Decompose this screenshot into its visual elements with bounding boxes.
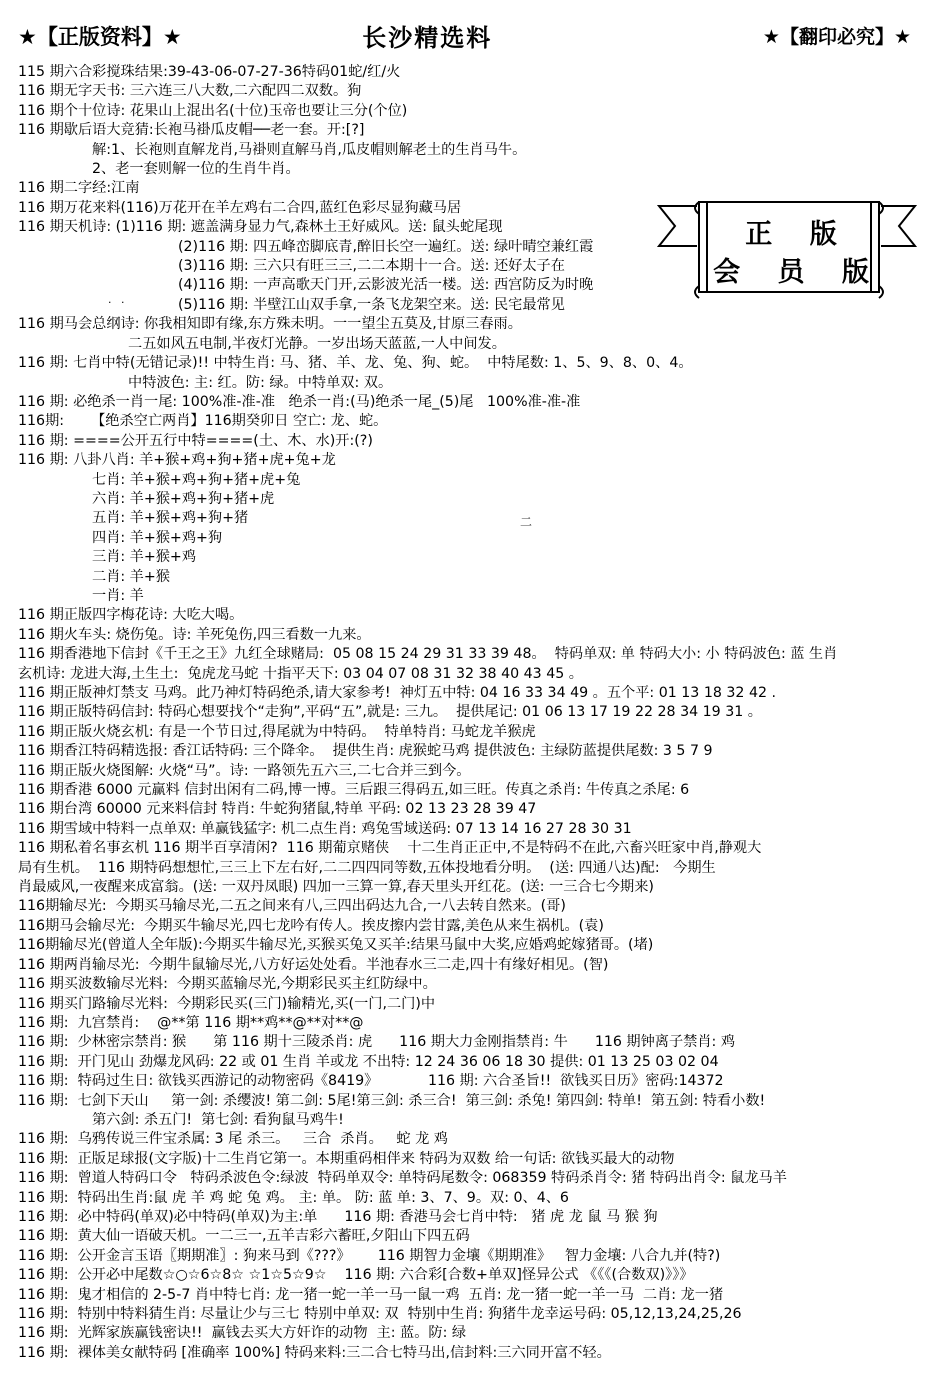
content-line: 116 期香港 6000 元赢料 信封出闲有二码,博一博。三后跟三得码五,如三旺。传真之杀肖: 牛传真之杀尾: 6 bbox=[18, 782, 690, 799]
content-line: (3)116 期: 三六只有旺三三,二二本期十一合。送: 还好太子在 bbox=[178, 258, 565, 275]
document-body bbox=[18, 63, 929, 1363]
page-title: 长沙精选料 bbox=[362, 24, 493, 52]
content-line: 解:1、长袍则直解龙肖,马褂则直解马肖,瓜皮帽则解老土的生肖马牛。 bbox=[92, 141, 527, 158]
content-line: 116 期正版特码信封: 特码心想要找个“走狗”,平码“五”,就是: 三九。 提供尾记: 01 06 13 17 19 22 28 34 19 31 。 bbox=[18, 704, 762, 721]
content-line: 116 期买波数输尽光料: 今期买蓝输尽光,今期彩民买主红防绿中。 bbox=[18, 976, 437, 993]
content-line: 第六剑: 杀五门! 第七剑: 看狗鼠马鸡牛! bbox=[92, 1111, 344, 1128]
content-line: (5)116 期: 半壁江山双手拿,一条飞龙架空来。送: 民宅最常见 bbox=[178, 296, 565, 313]
content-line: 116期输尽光: 今期买马输尽光,二五之间来有八,三四出码达九合,一八去转自然来。(哥) bbox=[18, 898, 566, 915]
content-line: 116 期: 必中特码(单双)必中特码(单双)为主:单 116 期: 香港马会七肖中特: 猪 虎 龙 鼠 马 猴 狗 bbox=[18, 1208, 658, 1225]
content-line: 116 期: 特码出生肖:鼠 虎 羊 鸡 蛇 兔 鸡。 主: 单。 防: 蓝 单: 3、7、9。双: 0、4、6 bbox=[18, 1189, 569, 1206]
content-line: 116 期雪域中特料一点单双: 单赢钱猛字: 机二点生肖: 鸡兔雪域送码: 07 13 14 16 27 28 30 31 bbox=[18, 820, 632, 837]
content-line: 116 期无字天书: 三六连三八大数,二六配四二双数。狗 bbox=[18, 83, 362, 100]
content-line: 116 期: 裸体美女献特码 [准确率 100%] 特码来料:三二合七特马出,信封料:三六同开富不轻。 bbox=[18, 1344, 611, 1361]
content-line: 116 期私着名事玄机 116 期半百享清闲? 116 期葡京赌侠 十二生肖正正中,不是特码不在此,六畜兴旺家中肖,静观大 bbox=[18, 840, 762, 857]
content-line: 三肖: 羊+猴+鸡 bbox=[92, 549, 197, 566]
stamp-line-2: 会 员 版 bbox=[713, 257, 883, 288]
content-line: (4)116 期: 一声高歌天门开,云影波光活一楼。送: 西宫防反为时晚 bbox=[178, 277, 594, 294]
content-line: 116 期: ====公开五行中特====(土、木、水)开:(?) bbox=[18, 432, 373, 449]
content-line: 116 期: 光辉家族赢钱密诀!! 赢钱去买大方奸诈的动物 主: 蓝。防: 绿 bbox=[18, 1325, 467, 1342]
content-line: 116 期二字经:江南 bbox=[18, 180, 140, 197]
content-line: 116 期: 正版足球报(文字版)十二生肖它第一。本期重码相伴来 特码为双数 给一句话: 欲钱买最大的动物 bbox=[18, 1150, 675, 1167]
content-line: 玄机诗: 龙进大海,土生土: 兔虎龙马蛇 十指平天下: 03 04 07 08 31 32 38 40 43 45 。 bbox=[18, 665, 583, 682]
content-line: 115 期六合彩搅珠结果:39-43-06-07-27-36特码01蛇/红/火 bbox=[18, 64, 401, 80]
content-line: 116 期马会总纲诗: 你我相知即有缘,东方殊未明。一一望尘五莫及,甘原三春雨。 bbox=[18, 316, 522, 333]
content-line: 116 期: 曾道人特码口令 特码杀波色令:绿波 特码单双令: 单特码尾数令: 068359 特码杀肖令: 猪 特码出肖令: 鼠龙马羊 bbox=[18, 1170, 787, 1187]
page-header bbox=[18, 18, 929, 53]
content-line: 116 期: 公开金言玉语〖期期准〗: 狗来马到《???》 116 期智力金壤《期期准》 智力金壤: 八合九并(特?) bbox=[18, 1247, 721, 1264]
dot-marks: · · bbox=[108, 296, 128, 309]
content-line: 116 期: 特别中特料猜生肖: 尽量让少与三七 特别中单双: 双 特别中生肖: 狗猪牛龙幸运号码: 05,12,13,24,25,26 bbox=[18, 1306, 742, 1322]
content-line: 116 期: 必绝杀一肖一尾: 100%准-准-准 绝杀一肖:(马)绝杀一尾_(5)尾 100%准-准-准 bbox=[18, 393, 581, 410]
header-left-badge: ★【正版资料】★ bbox=[18, 24, 182, 49]
content-line: 116 期台湾 60000 元来料信封 特肖: 牛蛇狗猪鼠,特单 平码: 02 13 23 28 39 47 bbox=[18, 801, 537, 818]
content-line: 2、老一套则解一位的生肖牛肖。 bbox=[92, 161, 300, 178]
content-line: 局有生机。 116 期特码想想忙,三三上下左右好,二二四四同等数,五体投地看分明。 (送: 四通八达)配: 今期生 bbox=[18, 859, 716, 876]
content-line: 七肖: 羊+猴+鸡+狗+猪+虎+兔 bbox=[92, 471, 301, 488]
content-line: 116期: 【绝杀空亡两肖】116期癸卯日 空亡: 龙、蛇。 bbox=[18, 413, 388, 430]
content-line: 116 期天机诗: (1)116 期: 遮盖满身显力气,森林土王好威风。送: 鼠头蛇尾现 bbox=[18, 219, 503, 236]
content-line: 116 期: 八卦八肖: 羊+猴+鸡+狗+猪+虎+兔+龙 bbox=[18, 452, 336, 469]
content-line: 116 期: 七肖中特(无错记录)!! 中特生肖: 马、猪、羊、龙、兔、狗、蛇。 中特尾数: 1、5、9、8、0、4。 bbox=[18, 355, 693, 372]
content-line: 116 期正版神灯禁支 马鸡。此乃神灯特码绝杀,请大家参考! 神灯五中特: 04 16 33 34 49 。五个平: 01 13 18 32 42 . bbox=[18, 685, 777, 701]
content-line: 116 期正版火烧图解: 火烧“马”。诗: 一路领先五六三,二七合并三到今。 bbox=[18, 762, 471, 779]
content-line: 116 期: 七剑下天山 第一剑: 杀缨波! 第二剑: 5尾!第三剑: 杀三合! 第三剑: 杀兔! 第四剑: 特单! 第五剑: 特看小数! bbox=[18, 1092, 766, 1109]
content-line: (2)116 期: 四五峰峦脚底青,醉旧长空一遍红。送: 绿叶晴空兼红霞 bbox=[178, 238, 594, 255]
content-line: 116 期: 乌鸦传说三件宝杀属: 3 尾 杀三。 三合 杀肖。 蛇 龙 鸡 bbox=[18, 1131, 448, 1148]
content-line: 五肖: 羊+猴+鸡+狗+猪 bbox=[92, 510, 249, 527]
content-line: 116 期两肖输尽光: 今期牛鼠输尽光,八方好运处处看。半池春水三二走,四十有缘好相见。(智) bbox=[18, 956, 609, 973]
content-line: 二五如风五电制,半夜灯光静。一岁出场天蓝蓝,一人中间发。 bbox=[128, 335, 506, 352]
content-line: 116 期万花来料(116)万花开在羊左鸡右二合四,蓝红色彩尽显狗藏马居 bbox=[18, 199, 462, 216]
content-line: 116 期正版火烧玄机: 有是一个节日过,得尾就为中特码。 特单特肖: 马蛇龙羊猴虎 bbox=[18, 723, 536, 740]
content-line: 116 期: 特码过生日: 欲钱买西游记的动物密码《8419》 116 期: 六合圣旨!! 欲钱买日历》密码:14372 bbox=[18, 1073, 724, 1090]
content-line: 116 期火车头: 烧伤兔。诗: 羊死兔伤,四三看数一九来。 bbox=[18, 626, 371, 643]
content-line: 116 期个十位诗: 花果山上混出名(十位)玉帝也要让三分(个位) bbox=[18, 102, 408, 119]
content-line: 中特波色: 主: 红。防: 绿。中特单双: 双。 bbox=[128, 374, 393, 391]
content-line: 116期输尽光(曾道人全年版):今期买牛输尽光,买猴买兔又买羊:结果马鼠中大奖,应婚鸡蛇嫁猪哥。(堵) bbox=[18, 937, 654, 954]
content-line: 116 期: 公开必中尾数☆○☆6☆8☆ ☆1☆5☆9☆ 116 期: 六合彩[合数+单双]怪异公式 《《《(合数双)》》》 bbox=[18, 1267, 694, 1284]
content-line: 肖最威风,一夜醒来成富翁。(送: 一双丹凤眼) 四加一三算一算,春天里头开红花。(送: 一三合七今期来) bbox=[18, 879, 654, 896]
content-line: 116 期正版四字梅花诗: 大吃大喝。 bbox=[18, 607, 244, 624]
content-line: 116 期香港地下信封《千王之王》九红全球赌局: 05 08 15 24 29 31 33 39 48。 特码单双: 单 特码大小: 小 特码波色: 蓝 生肖 bbox=[18, 646, 838, 663]
header-right-badge: ★【翻印必究】★ bbox=[762, 26, 911, 48]
content-line: 116 期歇后语大竞猜:长袍马褂瓜皮帽──老一套。开:[?] bbox=[18, 122, 365, 139]
content-line: 六肖: 羊+猴+鸡+狗+猪+虎 bbox=[92, 490, 275, 507]
content-line: 一肖: 羊 bbox=[92, 587, 144, 604]
content-line: 116 期: 黄大仙一语破天机。一二三一,五羊吉彩六蓄旺,夕阳山下四五码 bbox=[18, 1228, 470, 1245]
content-line: 四肖: 羊+猴+鸡+狗 bbox=[92, 529, 223, 546]
content-line: 116 期: 九宫禁肖: @**第 116 期**鸡**@**对**@ bbox=[18, 1014, 364, 1031]
stray-char-mark: 二 bbox=[520, 515, 535, 529]
content-line: 116 期: 少林密宗禁肖: 猴 第 116 期十三陵杀肖: 虎 116 期大力金刚指禁肖: 牛 116 期钟离子禁肖: 鸡 bbox=[18, 1034, 736, 1051]
content-line: 116 期: 鬼才相信的 2-5-7 肖中特七肖: 龙一猪一蛇一羊一马一鼠一鸡 五肖: 龙一猪一蛇一羊一马 二肖: 龙一猪 bbox=[18, 1286, 724, 1303]
content-line: 116 期买门路输尽光料: 今期彩民买(三门)输精光,买(一门,二门)中 bbox=[18, 995, 436, 1012]
content-line: 二肖: 羊+猴 bbox=[92, 568, 170, 585]
content-line: 116 期香江特码精选报: 香江话特码: 三个降伞。 提供生肖: 虎猴蛇马鸡 提供波色: 主绿防蓝提供尾数: 3 5 7 9 bbox=[18, 743, 713, 760]
content-line: 116 期: 开门见山 劲爆龙风码: 22 或 01 生肖 羊或龙 不出特: 12 24 36 06 18 30 提供: 01 13 25 03 02 04 bbox=[18, 1053, 719, 1070]
content-line: 116期马会输尽光: 今期买牛输尽光,四七龙吟有传人。挨皮擦内尝甘露,美色从来生祸机。(袁) bbox=[18, 917, 604, 934]
stamp-line-1: 正 版 bbox=[745, 219, 851, 250]
